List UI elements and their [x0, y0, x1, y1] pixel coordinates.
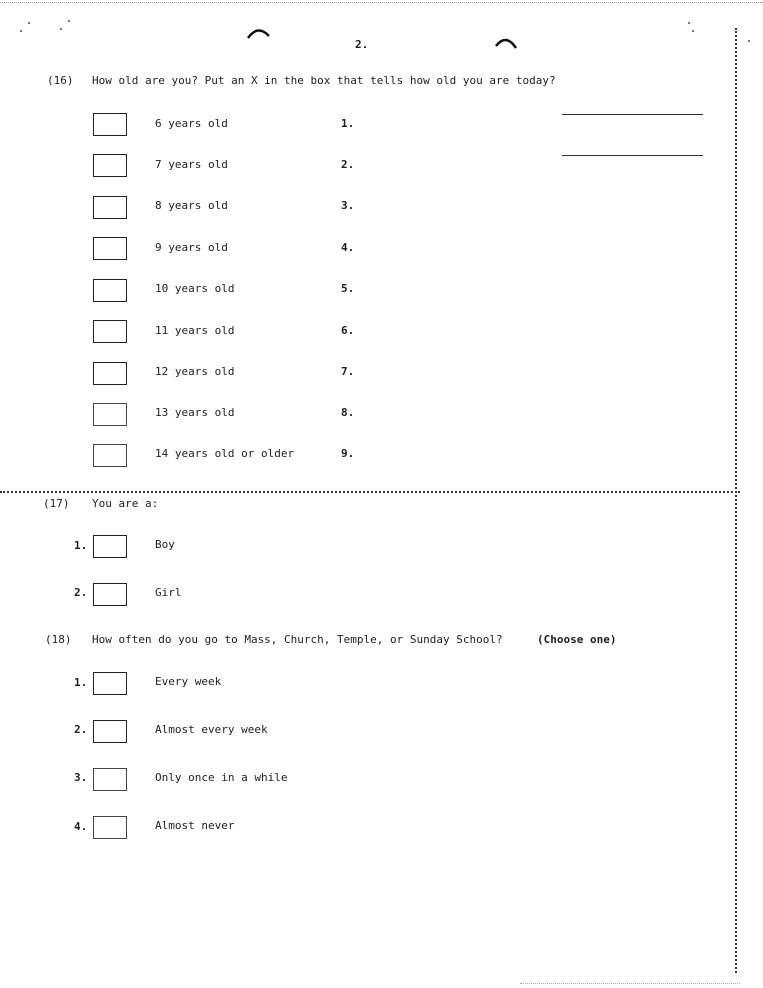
q16-option-code: 6.	[341, 324, 355, 337]
q17-option-code: 1.	[74, 539, 88, 552]
scan-arc-mark-right	[494, 34, 520, 52]
right-margin-dotted-line	[735, 28, 737, 973]
q16-option-label: 10 years old	[155, 282, 235, 295]
q18-checkbox-almost-never[interactable]	[93, 816, 127, 839]
q16-option-label: 11 years old	[155, 324, 235, 337]
q18-option-code: 3.	[74, 771, 88, 784]
q17-option-label: Boy	[155, 538, 175, 551]
q16-option-label: 7 years old	[155, 158, 228, 171]
q16-option-code: 9.	[341, 447, 355, 460]
q17-number: (17)	[43, 497, 70, 510]
q17-checkbox-girl[interactable]	[93, 583, 127, 606]
q16-option-code: 5.	[341, 282, 355, 295]
q16-option-label: 8 years old	[155, 199, 228, 212]
q16-option-label: 12 years old	[155, 365, 235, 378]
q18-option-label: Almost every week	[155, 723, 268, 736]
q18-number: (18)	[45, 633, 72, 646]
q18-checkbox-every-week[interactable]	[93, 672, 127, 695]
bottom-dotted-line	[520, 983, 740, 984]
q16-number: (16)	[47, 74, 74, 87]
scan-arc-mark-left	[246, 24, 272, 46]
q16-option-code: 4.	[341, 241, 355, 254]
q16-checkbox-8[interactable]	[93, 196, 127, 219]
q18-option-label: Almost never	[155, 819, 235, 832]
q16-option-code: 2.	[341, 158, 355, 171]
q16-checkbox-6[interactable]	[93, 113, 127, 136]
q18-checkbox-almost-every-week[interactable]	[93, 720, 127, 743]
q18-instruction: (Choose one)	[537, 633, 617, 646]
q16-option-code: 7.	[341, 365, 355, 378]
q16-option-code: 3.	[341, 199, 355, 212]
coding-line	[562, 155, 703, 156]
q16-checkbox-12[interactable]	[93, 362, 127, 385]
speck	[20, 30, 22, 32]
q17-option-label: Girl	[155, 586, 182, 599]
coding-line	[562, 114, 703, 115]
q18-text: How often do you go to Mass, Church, Temple, or Sunday School?	[92, 633, 503, 646]
q16-option-label: 13 years old	[155, 406, 235, 419]
q18-checkbox-once-in-a-while[interactable]	[93, 768, 127, 791]
q17-checkbox-boy[interactable]	[93, 535, 127, 558]
speck	[692, 30, 694, 32]
q16-text: How old are you? Put an X in the box that tells how old you are today?	[92, 74, 556, 87]
q16-option-label: 9 years old	[155, 241, 228, 254]
q16-checkbox-7[interactable]	[93, 154, 127, 177]
q16-checkbox-14-plus[interactable]	[93, 444, 127, 467]
speck	[60, 28, 62, 30]
page-number: 2.	[355, 38, 369, 51]
q17-text: You are a:	[92, 497, 159, 510]
q16-option-code: 8.	[341, 406, 355, 419]
q18-option-label: Only once in a while	[155, 771, 288, 784]
q16-checkbox-9[interactable]	[93, 237, 127, 260]
speck	[28, 22, 30, 24]
q18-option-code: 1.	[74, 676, 88, 689]
q16-checkbox-10[interactable]	[93, 279, 127, 302]
q17-option-code: 2.	[74, 586, 88, 599]
q16-option-label: 14 years old or older	[155, 447, 295, 460]
q16-option-code: 1.	[341, 117, 355, 130]
top-dotted-border	[0, 2, 763, 3]
speck	[68, 20, 70, 22]
q18-option-label: Every week	[155, 675, 222, 688]
q18-option-code: 2.	[74, 723, 88, 736]
q16-checkbox-11[interactable]	[93, 320, 127, 343]
q18-option-code: 4.	[74, 820, 88, 833]
speck	[688, 22, 690, 24]
section-divider	[0, 491, 740, 493]
q16-checkbox-13[interactable]	[93, 403, 127, 426]
q16-option-label: 6 years old	[155, 117, 228, 130]
speck	[748, 40, 750, 42]
